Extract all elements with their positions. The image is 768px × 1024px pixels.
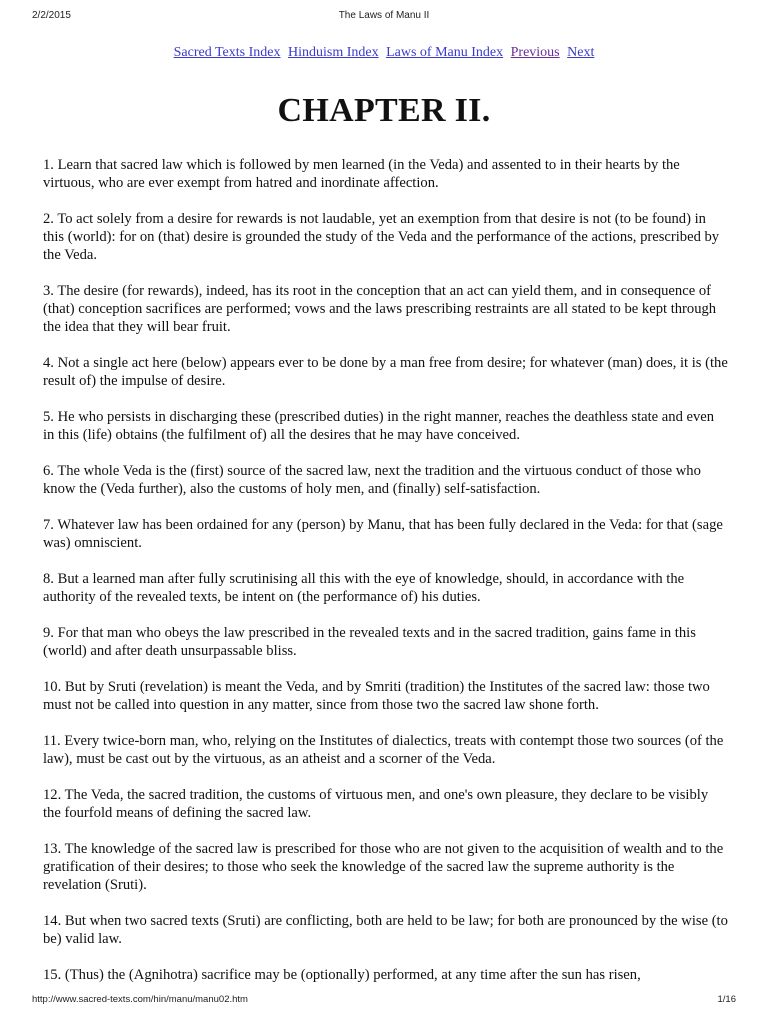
verse-paragraph: 1. Learn that sacred law which is followed by men learned (in the Veda) and assented to in their hearts by the virtuous, who are ever exempt from hatred and inordinate affection. (43, 157, 680, 191)
verse-paragraph: 2. To act solely from a desire for rewards is not laudable, yet an exemption from that desire is not (to be found) in this (world): for on (that) desire is grounded the study of the Veda and the performance of the actions, prescribed by the Veda. (43, 211, 720, 263)
verse-paragraph: 7. Whatever law has been ordained for any (person) by Manu, that has been fully declared in the Veda: for that (sage was) omniscient. (43, 517, 723, 551)
verse-paragraph: 11. Every twice-born man, who, relying on the Institutes of dialectics, treats with contempt those two sources (of the law), must be cast out by the virtuous, as an atheist and a scorner of the Veda. (43, 733, 724, 767)
link-hinduism-index[interactable]: Hinduism Index (287, 45, 379, 60)
link-next[interactable]: Next (567, 45, 595, 60)
print-date: 2/2/2015 (32, 10, 71, 21)
link-previous[interactable]: Previous (510, 45, 560, 60)
chapter-title: CHAPTER II. (277, 92, 491, 129)
verse-paragraph: 8. But a learned man after fully scrutinising all this with the eye of knowledge, should, in accordance with the authority of the revealed texts, be intent on (the performance of) his duties. (43, 571, 685, 605)
verse-paragraph: 14. But when two sacred texts (Sruti) are conflicting, both are held to be law; for both are pronounced by the wise (to be) valid law. (43, 913, 728, 947)
verse-list (43, 156, 728, 1002)
link-sacred-texts-index[interactable]: Sacred Texts Index (173, 45, 281, 60)
navigation-links (0, 45, 768, 61)
print-page-number: 1/16 (717, 994, 736, 1005)
verse-paragraph: 9. For that man who obeys the law prescribed in the revealed texts and in the sacred tradition, gains fame in this (world) and after death unsurpassable bliss. (43, 625, 696, 659)
verse-paragraph: 6. The whole Veda is the (first) source of the sacred law, next the tradition and the virtuous conduct of those who know the (Veda further), also the customs of holy men, and (finally) self-satisfaction. (43, 463, 701, 497)
print-header (0, 10, 768, 24)
verse-paragraph: 3. The desire (for rewards), indeed, has its root in the conception that an act can yield them, and in consequence of (that) conception sacrifices are performed; vows and the laws prescribing restraints are all stated to be kept through the idea that they will bear fruit. (43, 283, 717, 335)
verse-paragraph: 4. Not a single act here (below) appears ever to be done by a man free from desire; for whatever (man) does, it is (the result of) the impulse of desire. (43, 355, 728, 389)
verse-paragraph: 12. The Veda, the sacred tradition, the customs of virtuous men, and one's own pleasure, they declare to be visibly the fourfold means of defining the sacred law. (43, 787, 709, 821)
verse-paragraph: 13. The knowledge of the sacred law is prescribed for those who are not given to the acquisition of wealth and to the gratification of their desires; to those who seek the knowledge of the sacred law the supreme authority is the revelation (Sruti). (43, 841, 724, 893)
print-url: http://www.sacred-texts.com/hin/manu/manu02.htm (32, 994, 248, 1005)
verse-paragraph: 10. But by Sruti (revelation) is meant the Veda, and by Smriti (tradition) the Institutes of the sacred law: those two must not be called into question in any matter, since from those two the sacred law shone forth. (43, 679, 710, 713)
print-page-title: The Laws of Manu II (338, 10, 430, 21)
verse-paragraph: 15. (Thus) the (Agnihotra) sacrifice may be (optionally) performed, at any time after the sun has risen, (43, 967, 641, 983)
verse-paragraph: 5. He who persists in discharging these (prescribed duties) in the right manner, reaches the deathless state and even in this (life) obtains (the fulfilment of) all the desires that he may have conceived. (43, 409, 715, 443)
link-laws-of-manu-index[interactable]: Laws of Manu Index (386, 45, 504, 60)
